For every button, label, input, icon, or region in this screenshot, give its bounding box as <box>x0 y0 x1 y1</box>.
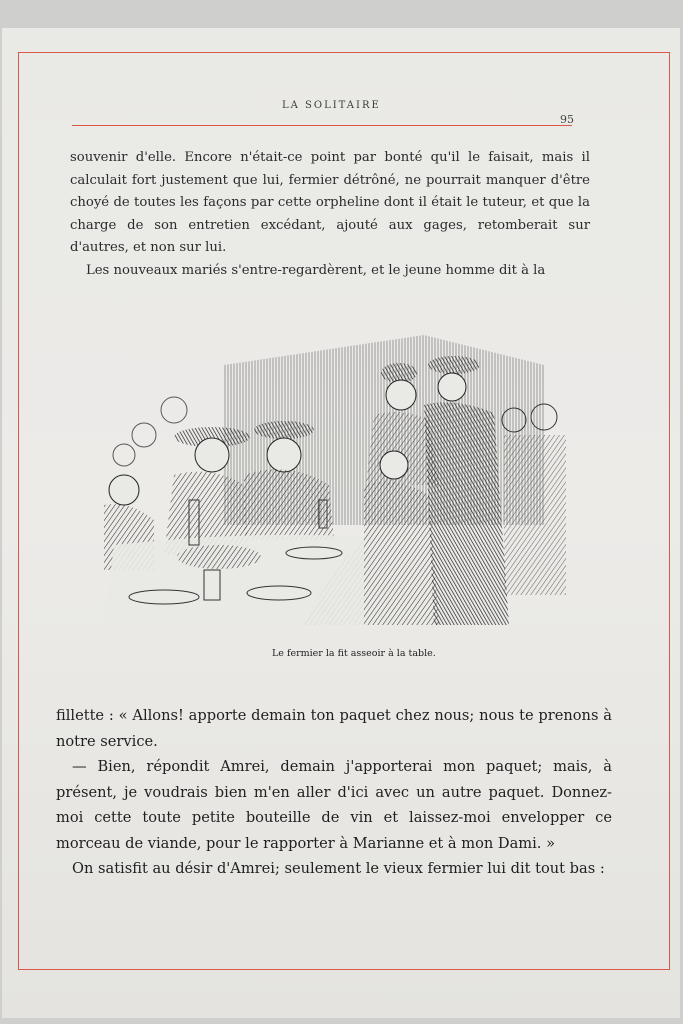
top-text-block <box>70 147 590 282</box>
paragraph: On satisfit au désir d'Amrei; seulement le vieux fermier lui dit tout bas : <box>72 860 605 877</box>
running-title: LA SOLITAIRE <box>282 100 381 111</box>
paragraph: fillette : « Allons! apporte demain ton paquet chez nous; nous te prenons à notre service. <box>56 707 612 750</box>
paragraph: — Bien, répondit Amrei, demain j'apporterai mon paquet; mais, à présent, je voudrais bien m'en aller d'ici avec un autre paquet. Donnez-moi cette toute petite bouteille de vin et laissez-moi envelopper ce morceau de viande, pour le rapporter à Marianne et à mon Dami. » <box>56 758 612 852</box>
page-number: 95 <box>560 113 574 126</box>
bottom-text-block <box>56 703 612 882</box>
engraving-illustration <box>104 325 566 633</box>
paragraph: souvenir d'elle. Encore n'était-ce point par bonté qu'il le faisait, mais il calculait fort justement que lui, fermier détrôné, ne pourrait manquer d'être choyé de toutes les façons par cette orpheline dont il était le tuteur, et que la charge de son entretien excédant, ajouté aux gages, retomberait sur d'autres, et non sur lui. <box>70 150 590 255</box>
header-rule <box>72 125 572 126</box>
paragraph: Les nouveaux mariés s'entre-regardèrent, et le jeune homme dit à la <box>86 262 546 278</box>
illustration-caption: Le fermier la fit asseoir à la table. <box>272 648 436 659</box>
